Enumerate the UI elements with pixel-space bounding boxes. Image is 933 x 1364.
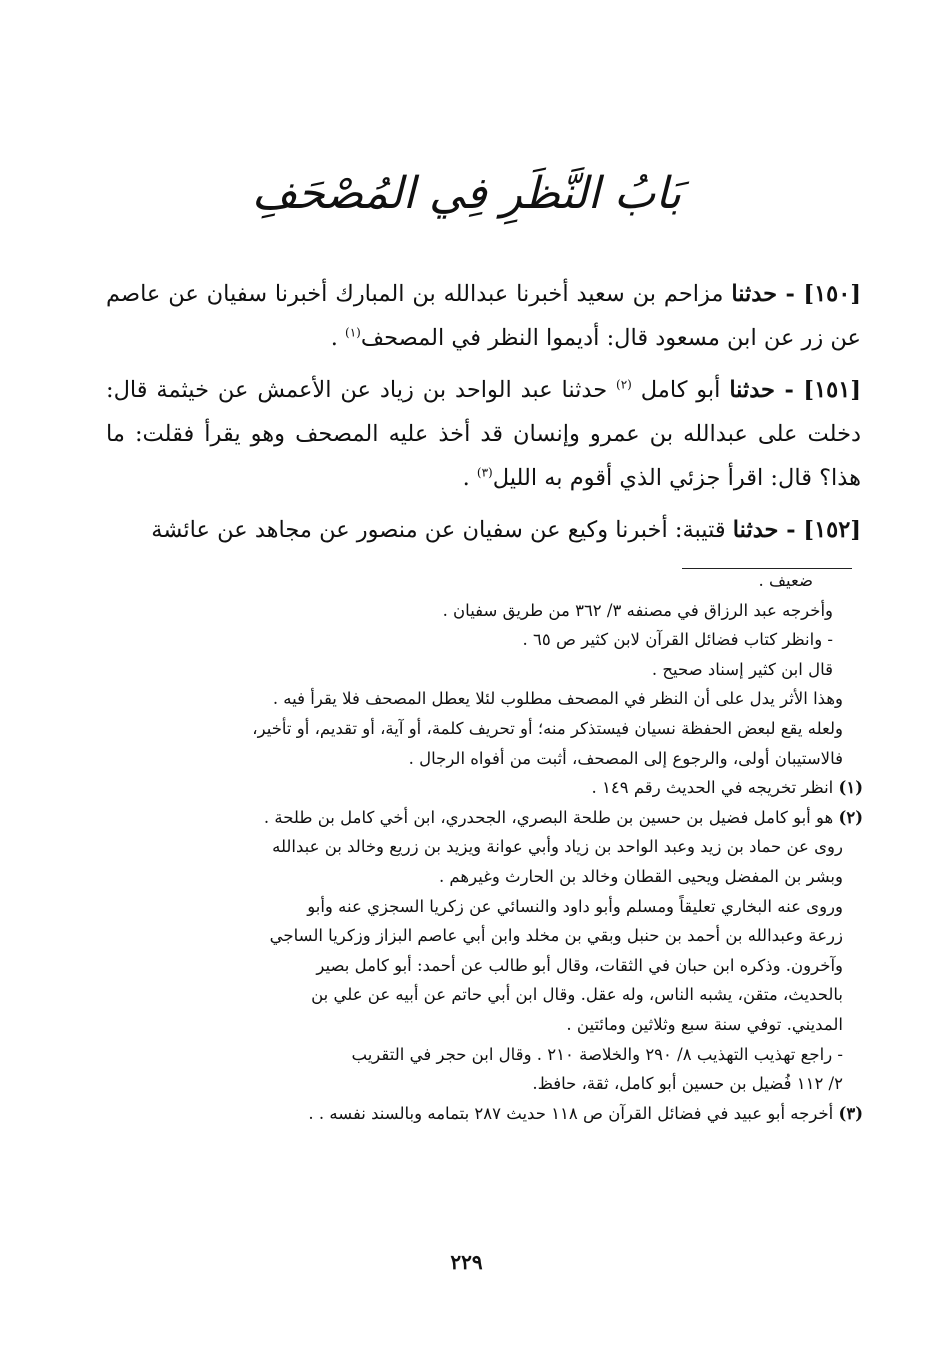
hadith-text: حدثنا عبد الواحد بن زياد عن الأعمش عن خيثمة قال: دخلت على عبدالله بن عمرو وإنسان قد أخذ عليه المصحف وهو يقرأ فقلت: ما هذا؟ قال: اقرأ جزئي الذي أقوم به الليل <box>106 377 861 491</box>
footnote-text: انظر تخريجه في الحديث رقم ١٤٩ . <box>591 778 834 798</box>
footnote-ref: (٢) <box>616 377 632 392</box>
footnote-1 <box>108 773 863 803</box>
note-line: فالاستيبان أولى، والرجوع إلى المصحف، أثبت من أفواه الرجال . <box>408 748 843 768</box>
hadith-150 <box>106 272 861 360</box>
chapter-title: بَابُ النَّظَرِ فِي المُصْحَفِ <box>251 168 682 219</box>
hadith-label: [١٥٠] - حدثنا <box>731 281 861 307</box>
footnote-number: (٣) <box>838 1103 863 1123</box>
note-line: ضعيف . <box>758 571 813 590</box>
footnote-text: أخرجه أبو عبيد في فضائل القرآن ص ١١٨ حديث ٢٨٧ بتمامه وبالسند نفسه . . <box>308 1103 834 1123</box>
note-line: وأخرجه عبد الرزاق في مصنفه ٣/ ٣٦٢ من طريق سفيان . <box>442 600 833 620</box>
hadith-text: . <box>462 465 477 491</box>
note-line: قال ابن كثير إسناد صحيح . <box>651 659 833 679</box>
footnote-number: (٢) <box>838 807 863 827</box>
note-line: وهذا الأثر يدل على أن النظر في المصحف مطلوب لئلا يعطل المصحف فلا يقرأ فيه . <box>272 689 843 709</box>
hadith-151 <box>106 368 861 500</box>
footnote-line: - راجع تهذيب التهذيب ٨/ ٢٩٠ والخلاصة ٢١٠ . وقال ابن حجر في التقريب <box>351 1044 843 1064</box>
footnote-2 <box>108 803 863 833</box>
footnote-line: روى عن حماد بن زيد وعبد الواحد بن زياد وأبي عوانة ويزيد بن زريع وخالد بن عبدالله <box>272 837 843 857</box>
footnote-ref: (١) <box>345 325 361 340</box>
footnote-line: وآخرون. وذكره ابن حبان في الثقات، وقال أبو طالب عن أحمد: أبو كامل بصير <box>316 955 843 975</box>
hadith-label: [١٥١] - حدثنا <box>729 377 861 403</box>
footnote-number: (١) <box>838 778 863 798</box>
hadith-152 <box>106 508 861 552</box>
note-line: ولعله يقع لبعض الحفظة نسيان فيستذكر منه؛ أو تحريف كلمة، أو آية، أو تقديم، أو تأخير، <box>252 718 843 738</box>
footnote-ref: (٣) <box>476 465 493 480</box>
page-number: ٢٢٩ <box>450 1250 483 1274</box>
hadith-body <box>106 272 861 560</box>
footnote-line: المديني. توفي سنة سبع وثلاثين ومائتين . <box>566 1014 843 1034</box>
footnote-line: وبشر بن المفضل ويحيى القطان وخالد بن الحارث وغيرهم . <box>438 866 843 886</box>
footnote-line: ٢/ ١١٢ فُضيل بن حسين أبو كامل، ثقة، حافظ. <box>532 1074 843 1094</box>
footnote-line: وروى عنه البخاري تعليقاً ومسلم وأبو داود والنسائي عن زكريا السجزي عنه وأبو <box>307 896 843 916</box>
hadith-text: . <box>330 325 346 351</box>
hadith-text: قتيبة: أخبرنا وكيع عن سفيان عن منصور عن مجاهد عن عائشة <box>151 517 733 543</box>
footnote-3 <box>108 1099 863 1129</box>
footnote-text: هو أبو كامل فضيل بن حسين بن طلحة البصري، الجحدري، ابن أخي كامل بن طلحة . <box>263 807 834 827</box>
hadith-text: مزاحم بن سعيد أخبرنا عبدالله بن المبارك أخبرنا سفيان عن عاصم عن زر عن ابن مسعود قال: أديموا النظر في المصحف <box>106 281 861 351</box>
notes-section <box>108 566 863 1128</box>
hadith-text: أبو كامل <box>631 377 730 403</box>
hadith-label: [١٥٢] - حدثنا <box>732 517 861 543</box>
footnote-line: زرعة وعبدالله بن أحمد بن حنبل وبقي بن مخلد وابن أبي عاصم البزاز وزكريا الساجي <box>269 926 843 946</box>
footnote-line: بالحديث، متقن، يشبه الناس، وله عقل. وقال ابن أبي حاتم عن أبيه عن علي بن <box>311 985 843 1005</box>
note-line: - وانظر كتاب فضائل القرآن لابن كثير ص ٦٥ . <box>522 630 833 650</box>
